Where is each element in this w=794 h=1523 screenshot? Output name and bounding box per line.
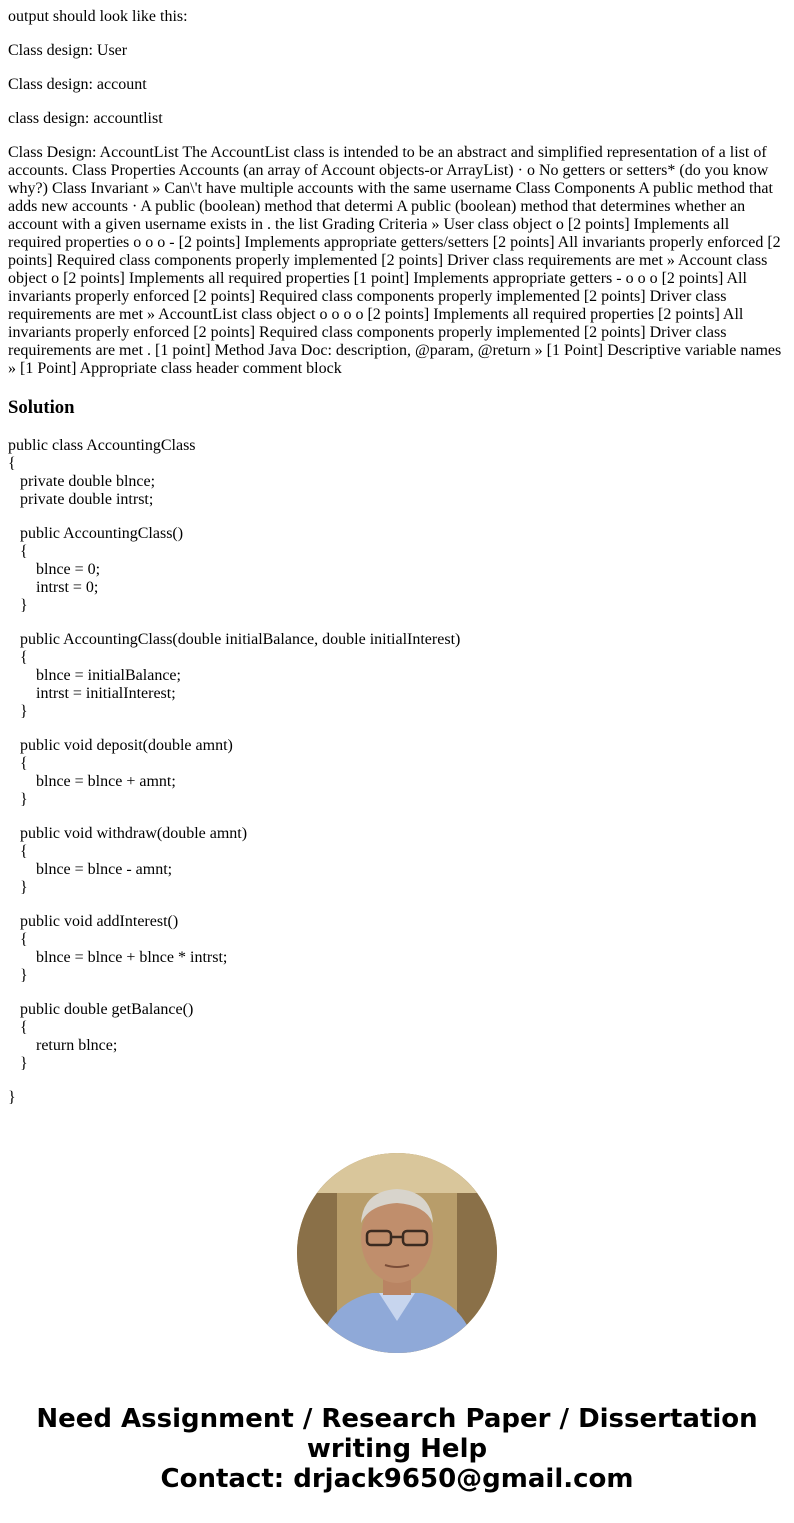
code-line: public void deposit(double amnt)	[8, 737, 233, 754]
code-line: {	[8, 649, 28, 666]
code-line: }	[8, 703, 28, 720]
code-line: public void withdraw(double amnt)	[8, 825, 248, 842]
code-line	[8, 809, 786, 825]
class-design-user: Class design: User	[8, 42, 128, 59]
code-line: public double getBalance()	[8, 1001, 194, 1018]
code-line	[8, 985, 786, 1001]
solution-code	[8, 437, 786, 1107]
code-line: return blnce;	[8, 1037, 118, 1054]
code-line	[8, 615, 786, 631]
code-line: {	[8, 931, 28, 948]
code-line: public void addInterest()	[8, 913, 179, 930]
code-line: blnce = 0;	[8, 561, 101, 578]
code-line: {	[8, 455, 16, 472]
code-line: }	[8, 791, 28, 808]
code-line	[8, 721, 786, 737]
intro-text: output should look like this:	[8, 8, 188, 25]
code-line: blnce = blnce + blnce * intrst;	[8, 949, 228, 966]
code-line: }	[8, 1089, 16, 1106]
code-line	[8, 1073, 786, 1089]
class-design-accountlist: class design: accountlist	[8, 110, 163, 127]
footer-line-1: Need Assignment / Research Paper / Dissertation	[36, 1404, 758, 1434]
code-line: blnce = initialBalance;	[8, 667, 181, 684]
code-line: {	[8, 543, 28, 560]
code-line	[8, 897, 786, 913]
class-design-account: Class design: account	[8, 76, 147, 93]
code-line: }	[8, 1055, 28, 1072]
code-line: private double intrst;	[8, 491, 154, 508]
code-line: {	[8, 843, 28, 860]
code-line	[8, 509, 786, 525]
code-line: intrst = 0;	[8, 579, 99, 596]
code-line: public class AccountingClass	[8, 437, 196, 454]
assignment-description: Class Design: AccountList The AccountList class is intended to be an abstract and simplified representation of a list of accounts. Class Properties Accounts (an array of Account objects-or ArrayList) · o No getters or setters* (do you know why?) Class Invariant » Can\'t have multiple accounts with the same username Class Components A public method that adds new accounts · A public (boolean) method that determi A public (boolean) method that determines whether an account with a given username exists in . the list Grading Criteria » User class object o [2 points] Implements all required properties o o o - [2 points] Implements appropriate getters/setters [2 points] All invariants properly enforced [2 points] Required class components properly implemented [2 points] Driver class requirements are met » Account class object o [2 points] Implements all required properties [1 point] Implements appropriate getters - o o o [2 points] All invariants properly enforced [2 points] Required class components properly implemented [2 points] Driver class requirements are met » AccountList class object o o o o [2 points] Implements all required properties [2 points] All invariants properly enforced [2 points] Required class components properly implemented [2 points] Driver class requirements are met . [1 point] Method Java Doc: description, @param, @return » [1 Point] Descriptive variable names » [1 Point] Appropriate class header comment block	[8, 144, 782, 377]
solution-heading: Solution	[8, 397, 75, 418]
code-line: intrst = initialInterest;	[8, 685, 176, 702]
code-line: }	[8, 967, 28, 984]
code-line: }	[8, 597, 28, 614]
footer-contact: Contact: drjack9650@gmail.com	[160, 1464, 634, 1494]
avatar	[297, 1153, 497, 1353]
code-line: blnce = blnce - amnt;	[8, 861, 173, 878]
code-line: }	[8, 879, 28, 896]
person-photo-icon	[297, 1153, 497, 1353]
code-line: {	[8, 1019, 28, 1036]
code-line: public AccountingClass()	[8, 525, 184, 542]
code-line: blnce = blnce + amnt;	[8, 773, 176, 790]
code-line: private double blnce;	[8, 473, 156, 490]
code-line: public AccountingClass(double initialBalance, double initialInterest)	[8, 631, 461, 648]
footer-promo	[0, 1404, 794, 1494]
footer-line-2: writing Help	[306, 1434, 488, 1464]
code-line: {	[8, 755, 28, 772]
